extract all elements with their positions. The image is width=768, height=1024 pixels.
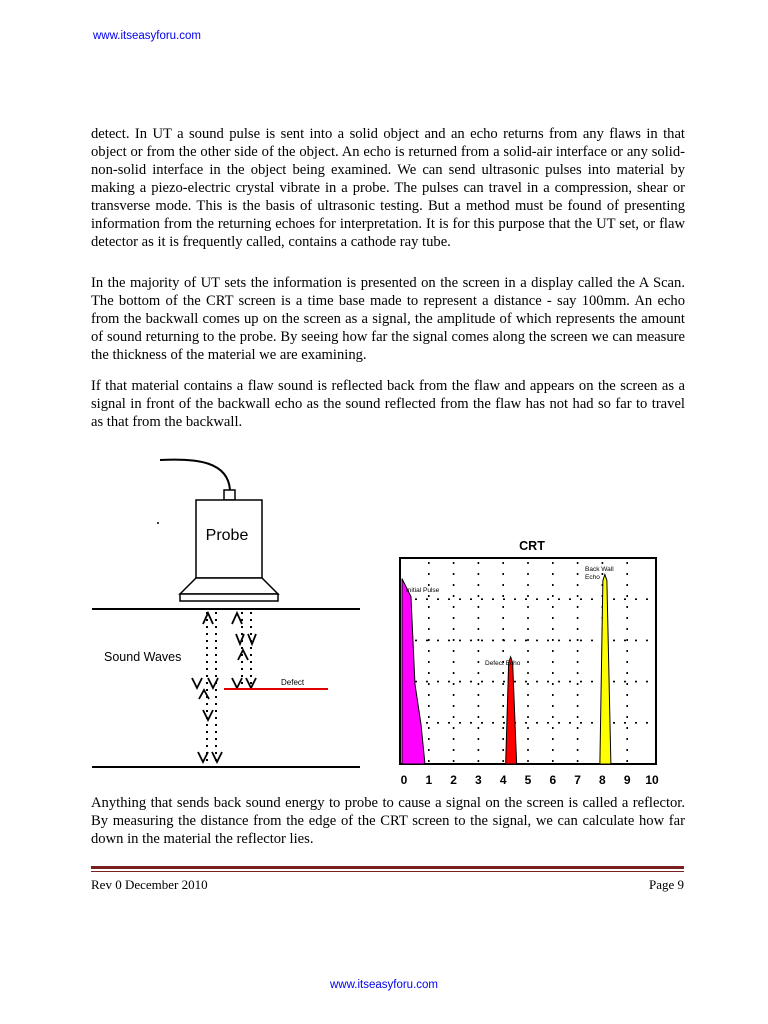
- footer-rule-thin: [91, 871, 684, 872]
- footer-rule-thick: [91, 866, 684, 869]
- crt-x-tick-label: 10: [645, 773, 659, 787]
- back-wall-label-line2: Echo: [585, 574, 600, 581]
- crt-x-tick-label: 0: [400, 773, 408, 787]
- probe-illustration: [157, 460, 278, 601]
- sound-wave-chevrons: [192, 613, 256, 762]
- paragraph-3: [91, 377, 685, 431]
- crt-x-tick-label: 8: [599, 773, 606, 787]
- crt-x-tick-label: 6: [549, 773, 557, 787]
- crt-x-tick-label: 5: [524, 773, 532, 787]
- stray-dot: [157, 522, 159, 524]
- crt-x-tick-label: 2: [450, 773, 457, 787]
- crt-x-tick-label: 7: [574, 773, 581, 787]
- header-website-link[interactable]: www.itseasyforu.com: [93, 30, 202, 42]
- crt-chart: [400, 539, 659, 787]
- crt-x-tick-label: 1: [425, 773, 433, 787]
- ut-diagram: [88, 452, 678, 794]
- paragraph-4: [91, 794, 685, 848]
- sound-waves-label: Sound Waves: [104, 650, 182, 664]
- crt-title: CRT: [519, 539, 545, 553]
- paragraph-3-text: If that material contains a flaw sound is reflected back from the flaw and appears on the screen as a signal in front of the backwall echo as the sound reflected from the flaw has not had so far to travel as that from the backwall.: [91, 378, 685, 430]
- crt-x-tick-labels: [401, 773, 659, 787]
- initial-pulse-label: Initial Pulse: [406, 587, 440, 594]
- defect-label: Defect: [281, 678, 305, 687]
- crt-x-tick-label: 4: [499, 773, 507, 787]
- defect-echo-label: Defect Echo: [485, 660, 521, 667]
- footer-revision: Rev 0 December 2010: [91, 877, 208, 892]
- footer-website-link[interactable]: www.itseasyforu.com: [329, 979, 438, 991]
- probe-connector: [224, 490, 235, 500]
- paragraph-1: [91, 125, 685, 251]
- paragraph-4-text: Anything that sends back sound energy to probe to cause a signal on the screen is called a reflector. By measuring the distance from the edge of the CRT screen to the signal, we can calculate how far down in the material the reflector lies.: [91, 795, 685, 847]
- paragraph-1-text: detect. In UT a sound pulse is sent into a solid object and an echo returns from any flaws in that object or from the other side of the object. An echo is returned from a solid-air interface or any solid-non-solid interface in the object being examined. We can send ultrasonic pulses into material by making a piezo-electric crystal vibrate in a probe. The pulses can travel in a compression, shear or transverse mode. This is the basis of ultrasonic testing. But a method must be found of presenting information from the returning echoes for interpretation. It is for this purpose that the UT set, or flaw detector as it is frequently called, contains a cathode ray tube.: [91, 126, 685, 250]
- probe-label: Probe: [205, 527, 249, 544]
- probe-flare: [180, 578, 278, 594]
- probe-cable: [160, 460, 230, 490]
- footer-page-number: Page 9: [648, 877, 684, 892]
- crt-x-tick-label: 9: [623, 773, 631, 787]
- back-wall-label-line1: Back Wall: [585, 566, 614, 573]
- crt-x-tick-label: 3: [475, 773, 482, 787]
- paragraph-2-text: In the majority of UT sets the information is presented on the screen in a display called the A Scan. The bottom of the CRT screen is a time base made to represent a distance - say 100mm. An echo from the backwall comes up on the screen as a signal, the amplitude of which represents the amount of sound returning to the probe. By seeing how far the signal comes along the screen we can measure the thickness of the material we are examining.: [91, 275, 685, 363]
- probe-shoe: [180, 594, 278, 601]
- paragraph-2: [91, 274, 685, 364]
